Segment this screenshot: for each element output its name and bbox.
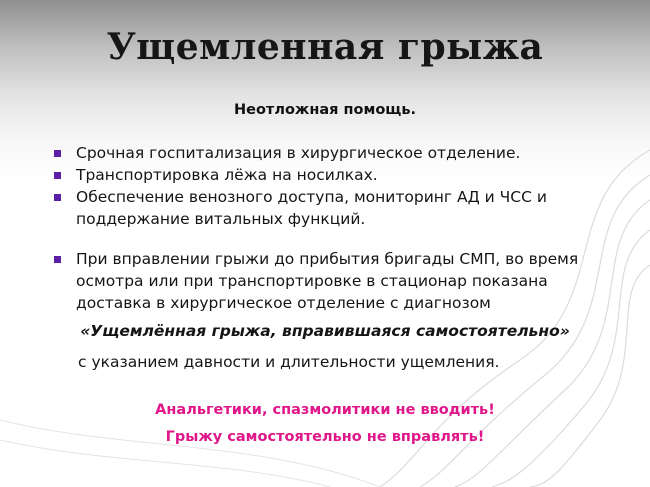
list-item-text: Транспортировка лёжа на носилках. xyxy=(76,166,378,184)
list-item xyxy=(54,248,614,314)
square-bullet-icon xyxy=(54,194,61,201)
bullet-list-secondary xyxy=(54,248,614,314)
list-item xyxy=(54,186,614,230)
square-bullet-icon xyxy=(54,150,61,157)
warning-text: Грыжу самостоятельно не вправлять! xyxy=(165,429,485,445)
slide-title: Ущемленная грыжа xyxy=(106,26,544,68)
list-item-text: При вправлении грыжи до прибытия бригады СМП, во время осмотра или при транспортировке в стационар показана доставка в хирургическое отделение с диагнозом xyxy=(76,250,579,312)
list-item-text: Обеспечение венозного доступа, мониторинг АД и ЧСС и поддержание витальных функций. xyxy=(76,188,547,228)
diagnosis-quote: «Ущемлённая грыжа, вправившаяся самостоятельно» xyxy=(80,322,570,340)
diagnosis-tail: с указанием давности и длительности ущемления. xyxy=(78,353,500,371)
bullet-list-primary xyxy=(54,142,614,230)
list-item-text: Срочная госпитализация в хирургическое отделение. xyxy=(76,144,521,162)
square-bullet-icon xyxy=(54,256,61,263)
square-bullet-icon xyxy=(54,172,61,179)
slide-subtitle: Неотложная помощь. xyxy=(233,102,416,118)
warning-text: Анальгетики, спазмолитики не вводить! xyxy=(155,402,495,418)
list-item xyxy=(54,142,614,164)
list-item xyxy=(54,164,614,186)
